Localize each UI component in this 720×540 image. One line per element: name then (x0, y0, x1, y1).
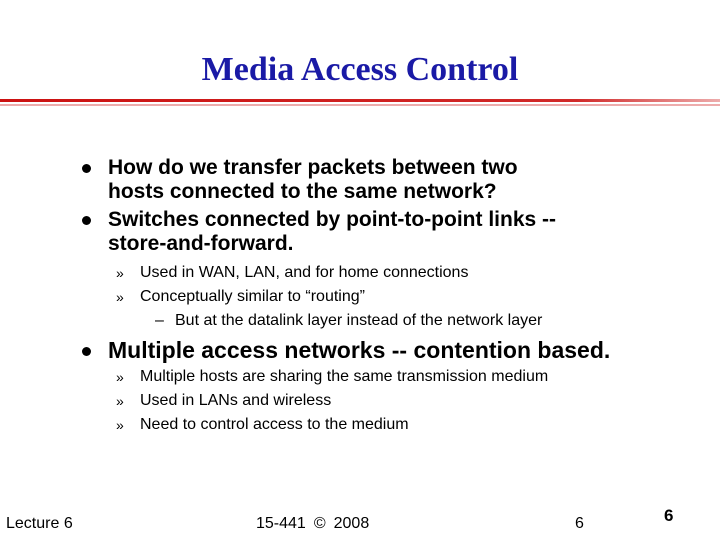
bullet-text-line: How do we transfer packets between two (108, 156, 518, 179)
bullet-dot-icon (82, 216, 91, 225)
sub-bullet-text: Conceptually similar to “routing” (140, 288, 365, 305)
slide-title: Media Access Control (201, 51, 519, 88)
footer-year: 2008 (333, 515, 370, 532)
bullet-dot-icon (82, 347, 91, 356)
sub-bullet-text: Need to control access to the medium (140, 416, 409, 433)
sub-bullet-marker: » (116, 393, 124, 409)
sub-bullet-marker: » (116, 265, 124, 281)
bullet-text-line: Multiple access networks -- contention based. (108, 337, 611, 363)
title-underline (0, 96, 720, 110)
footer-course (256, 514, 369, 534)
sub-sub-bullet-marker: – (155, 312, 164, 329)
slide-number: 6 (664, 506, 674, 525)
bullet-text-line: Switches connected by point-to-point links -- (108, 208, 557, 231)
sub-bullet-marker: » (116, 417, 124, 433)
bullet-text-line: store-and-forward. (108, 232, 294, 255)
sub-bullet-text: Used in WAN, LAN, and for home connections (140, 264, 469, 281)
bullet-dot-icon (82, 164, 91, 173)
sub-bullet-text: Multiple hosts are sharing the same transmission medium (140, 368, 549, 385)
sub-bullet-marker: » (116, 289, 124, 305)
bullet-multiple-access (80, 338, 660, 362)
footer-page-number: 6 (575, 515, 584, 532)
sub-sub-bullet-text: But at the datalink layer instead of the network layer (175, 312, 543, 329)
bullet-transfer-packets (80, 156, 660, 204)
bullet-text-line: hosts connected to the same network? (108, 180, 497, 203)
sub-bullet-text: Used in LANs and wireless (140, 392, 332, 409)
bullet-switches (80, 208, 660, 256)
footer-course-number: 15-441 (256, 515, 306, 532)
sub-bullet-marker: » (116, 369, 124, 385)
copyright-icon: © (313, 515, 326, 532)
footer-lecture: Lecture 6 (6, 515, 73, 532)
